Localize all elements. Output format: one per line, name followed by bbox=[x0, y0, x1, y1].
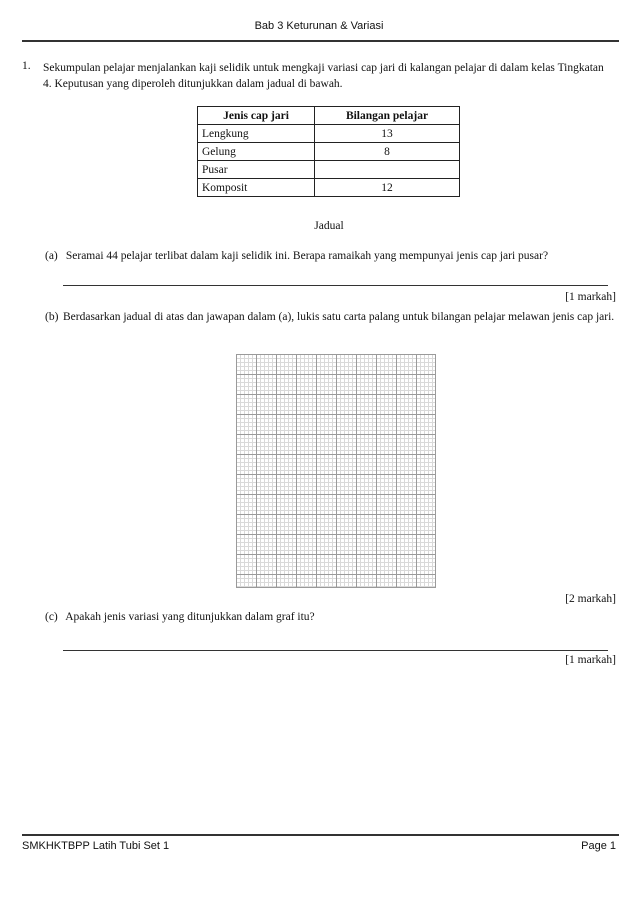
part-b-text: Berdasarkan jadual di atas dan jawapan dalam (a), lukis satu carta palang untuk bilangan pelajar melawan jenis cap jari. bbox=[63, 311, 615, 323]
fingerprint-table bbox=[197, 106, 460, 197]
table-cell-count: 12 bbox=[315, 179, 460, 197]
table-cell-type: Lengkung bbox=[198, 125, 315, 143]
table-caption: Jadual bbox=[314, 220, 344, 232]
table-header-row bbox=[198, 107, 460, 125]
part-b-label: (b) bbox=[45, 311, 59, 323]
question-text: Sekumpulan pelajar menjalankan kaji selidik untuk mengkaji variasi cap jari di kalangan pelajar di dalam kelas Tingkatan 4. Keputusan yang diperoleh ditunjukkan dalam jadual di bawah. bbox=[43, 62, 604, 90]
part-c-marks: [1 markah] bbox=[565, 654, 616, 666]
part-a bbox=[45, 248, 615, 264]
question-number: 1. bbox=[22, 60, 31, 72]
table-row bbox=[198, 125, 460, 143]
answer-line-a[interactable] bbox=[63, 285, 608, 286]
part-b bbox=[45, 309, 615, 325]
part-c-text: Apakah jenis variasi yang ditunjukkan dalam graf itu? bbox=[65, 611, 315, 623]
part-c bbox=[45, 609, 615, 625]
table-cell-type: Komposit bbox=[198, 179, 315, 197]
header-divider bbox=[22, 40, 619, 42]
page-header: Bab 3 Keturunan & Variasi bbox=[254, 20, 384, 32]
table-header-type: Jenis cap jari bbox=[198, 107, 315, 125]
footer-page-number: Page 1 bbox=[581, 840, 616, 852]
table-cell-type: Gelung bbox=[198, 143, 315, 161]
part-a-text: Seramai 44 pelajar terlibat dalam kaji selidik ini. Berapa ramaikah yang mempunyai jenis cap jari pusar? bbox=[65, 250, 549, 262]
table-row bbox=[198, 179, 460, 197]
graph-paper[interactable] bbox=[236, 354, 436, 588]
table-cell-type: Pusar bbox=[198, 161, 315, 179]
part-b-marks: [2 markah] bbox=[565, 593, 616, 605]
table-cell-count: 13 bbox=[315, 125, 460, 143]
part-a-label: (a) bbox=[45, 250, 58, 262]
answer-line-c[interactable] bbox=[63, 650, 608, 651]
table-row bbox=[198, 143, 460, 161]
table-row bbox=[198, 161, 460, 179]
part-a-marks: [1 markah] bbox=[565, 291, 616, 303]
table-header-count: Bilangan pelajar bbox=[315, 107, 460, 125]
table-cell-count bbox=[315, 161, 460, 179]
table-cell-count: 8 bbox=[315, 143, 460, 161]
footer-left: SMKHKTBPP Latih Tubi Set 1 bbox=[22, 840, 170, 852]
part-c-label: (c) bbox=[45, 611, 58, 623]
footer-divider bbox=[22, 834, 619, 836]
